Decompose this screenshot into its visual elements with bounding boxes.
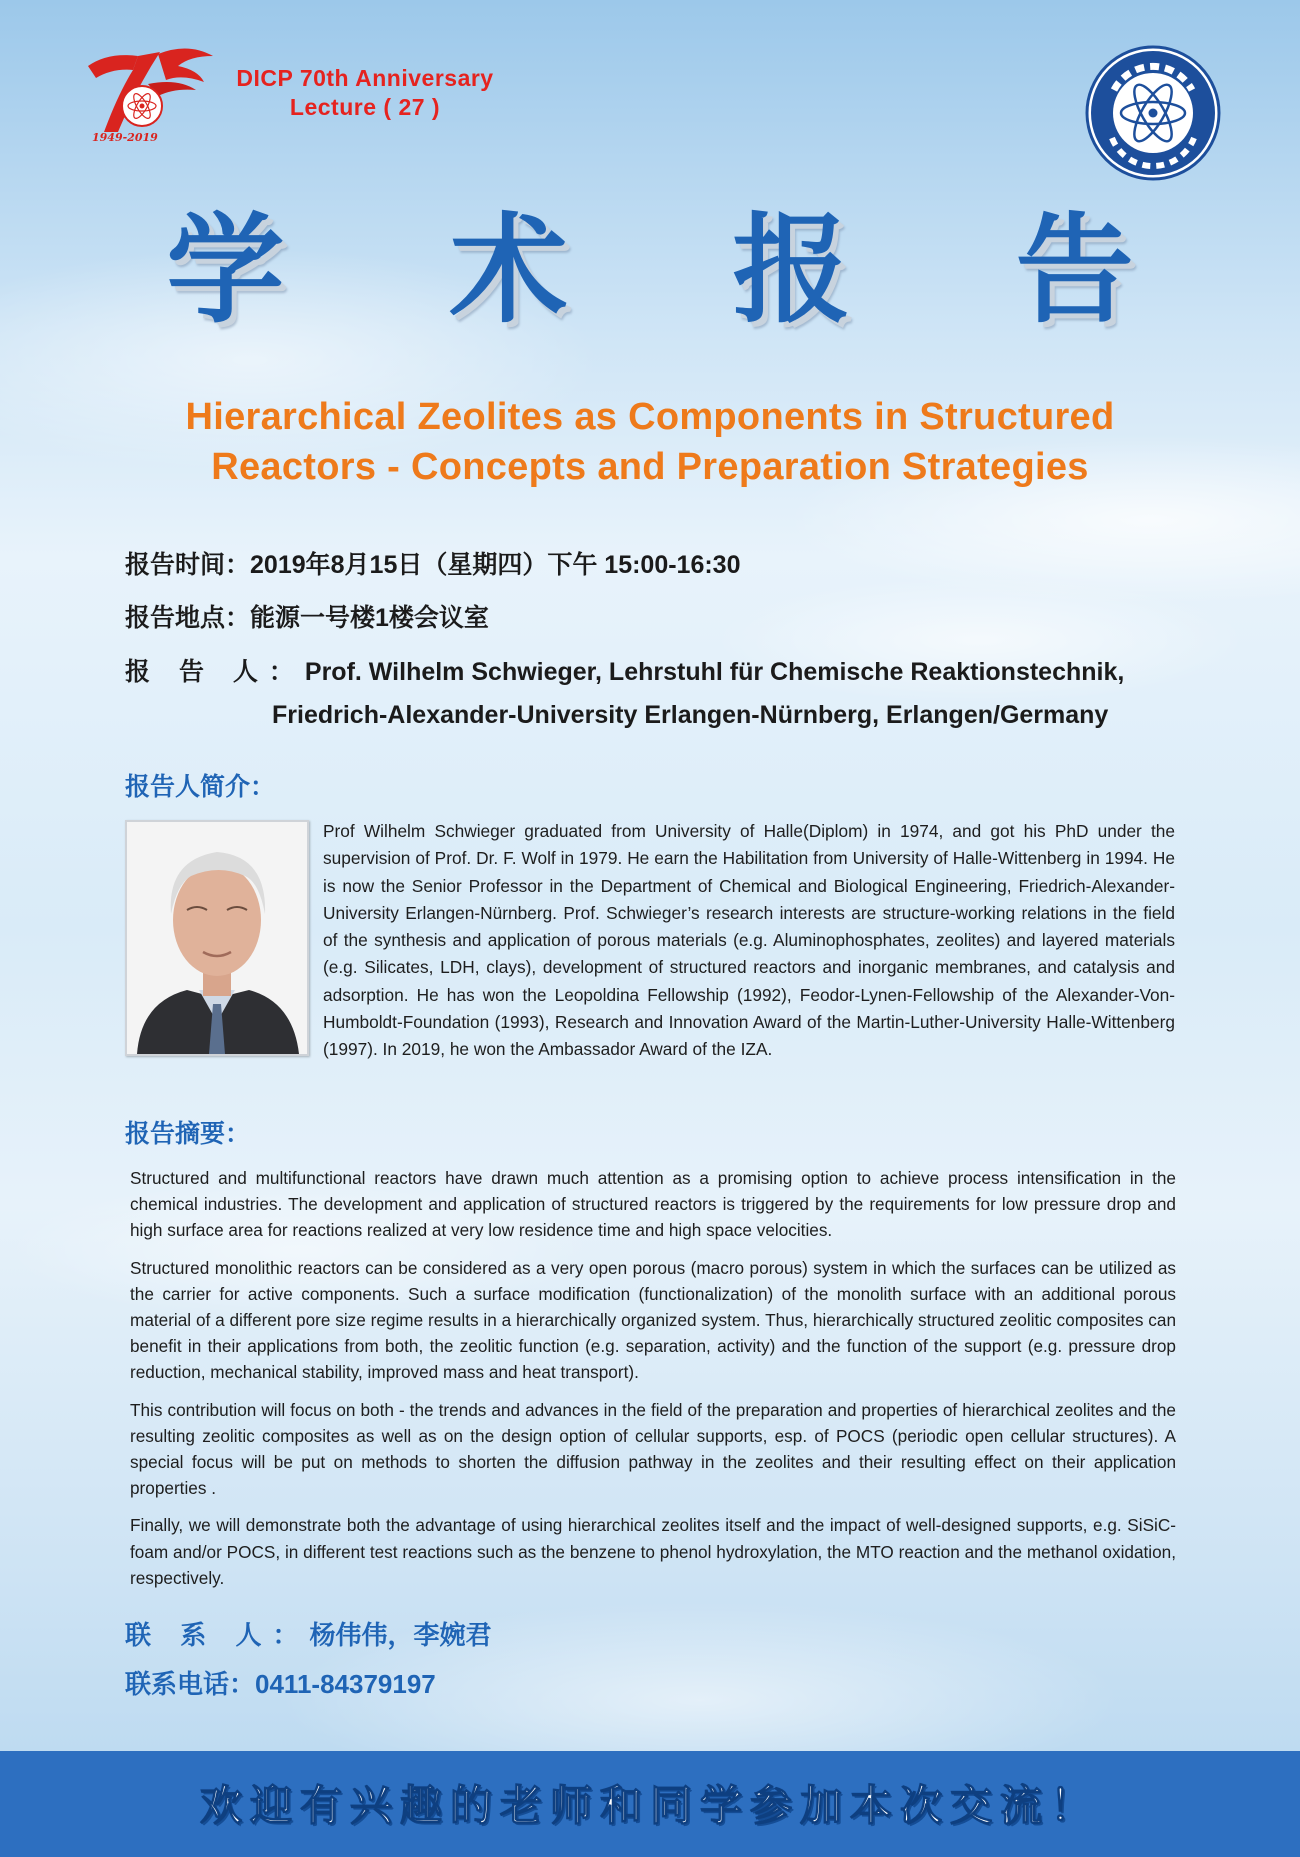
abstract-paragraph: Finally, we will demonstrate both the advantage of using hierarchical zeolites itself and the impact of well-designed supports, e.g. SiSiC-foam and/or POCS, in different test reactions such as the benzene to phenol hydroxylation, the MTO reaction and the methanol oxidation, respectively. bbox=[130, 1515, 1176, 1588]
speaker-label: 报 告 人： bbox=[125, 658, 305, 686]
contact-phone-value: 0411-84379197 bbox=[255, 1669, 436, 1699]
institute-seal-logo bbox=[1084, 44, 1222, 182]
abstract-paragraph: Structured and multifunctional reactors have drawn much attention as a promising option to achieve process intensification in the chemical industries. The development and application of structured reactors is triggered by the requirements for low pressure drop and high surface area for reactions realized at very low residence time and high space velocities. bbox=[130, 1168, 1176, 1241]
lecture-title bbox=[80, 392, 1220, 492]
page-title: 学 术 报 告 bbox=[166, 201, 1196, 339]
abstract-heading: 报告摘要： bbox=[125, 1120, 251, 1148]
lecture-place bbox=[125, 601, 489, 635]
lecture-time bbox=[125, 548, 741, 582]
contact-person bbox=[125, 1618, 491, 1652]
dicp-70th-anniversary-logo bbox=[78, 44, 218, 144]
anniversary-lecture-caption bbox=[215, 64, 515, 122]
contact-person-label: 联 系 人： bbox=[125, 1620, 310, 1650]
anniversary-line: DICP 70th Anniversary bbox=[236, 65, 494, 91]
speaker-photo bbox=[125, 820, 309, 1056]
speaker-affiliation-line: Prof. Wilhelm Schwieger, Lehrstuhl für Chemische Reaktionstechnik, bbox=[304, 658, 1125, 686]
place-label: 报告地点： bbox=[125, 604, 251, 632]
abstract-paragraph: This contribution will focus on both - the trends and advances in the field of the preparation and properties of hierarchical zeolites and the resulting zeolitic composites as well as on the design option of cellular supports, esp. of POCS (periodic open cellular structures). A special focus will be put on methods to shorten the diffusion pathway in the zeolites and their resulting effect on their application properties . bbox=[130, 1399, 1176, 1499]
lecture-number: Lecture ( 27 ) bbox=[289, 94, 441, 120]
footer-banner bbox=[0, 1751, 1300, 1857]
abstract-body bbox=[130, 1165, 1176, 1602]
contact-person-value: 杨伟伟，李婉君 bbox=[309, 1620, 492, 1650]
bio-heading: 报告人简介： bbox=[125, 773, 276, 801]
speaker-affiliation-line: Friedrich-Alexander-University Erlangen-Nürnberg, Erlangen/Germany bbox=[272, 701, 1109, 729]
time-label: 报告时间： bbox=[125, 551, 251, 579]
place-value: 能源一号楼1楼会议室 bbox=[250, 604, 489, 632]
svg-text:1949-2019: 1949-2019 bbox=[92, 131, 158, 144]
footer-welcome-text: 欢迎有兴趣的老师和同学参加本次交流！ bbox=[199, 1781, 1100, 1830]
contact-phone-label: 联系电话： bbox=[125, 1669, 256, 1699]
time-value: 2019年8月15日（星期四）下午 15:00-16:30 bbox=[250, 551, 741, 579]
lecture-title-line: Reactors - Concepts and Preparation Strategies bbox=[211, 446, 1089, 488]
bio-text: Prof Wilhelm Schwieger graduated from University of Halle(Diplom) in 1974, and got his PhD under the supervision of Prof. Dr. F. Wolf in 1979. He earn the Habilitation from University of Halle-Wittenberg in 1994. He is now the Senior Professor in the Department of Chemical and Biological Engineering, Friedrich-Alexander-University Erlangen-Nürnberg. Prof. Schwieger’s research interests are structure-working relations in the field of the synthesis and application of porous materials (e.g. Aluminophosphates, zeolites) and layered materials (e.g. Silicates, LDH, clays), development of structured reactors and inorganic membranes, and catalysis and adsorption. He has won the Leopoldina Fellowship (1992), Feodor-Lynen-Fellowship of the Alexander-Von-Humboldt-Foundation (1993), Research and Innovation Award of the Martin-Luther-University Halle-Wittenberg (1997). In 2019, he won the Ambassador Award of the IZA. bbox=[323, 821, 1175, 1060]
speaker-bio bbox=[125, 818, 1175, 1064]
lecture-speaker bbox=[125, 655, 1124, 732]
abstract-paragraph: Structured monolithic reactors can be considered as a very open porous (macro porous) system in which the surfaces can be utilized as the carrier for active components. Such a surface modification (functionalization) of the monolith surface with an additional porous material of a different pore size regime results in a hierarchically organized system. Thus, hierarchically structured zeolitic composites can benefit in their applications from both, the zeolitic function (e.g. separation, activity) and the function of the support (e.g. pressure drop reduction, mechanical stability, improved mass and heat transport). bbox=[130, 1257, 1176, 1383]
lecture-title-line: Hierarchical Zeolites as Components in Structured bbox=[185, 396, 1115, 438]
contact-phone bbox=[125, 1667, 436, 1701]
